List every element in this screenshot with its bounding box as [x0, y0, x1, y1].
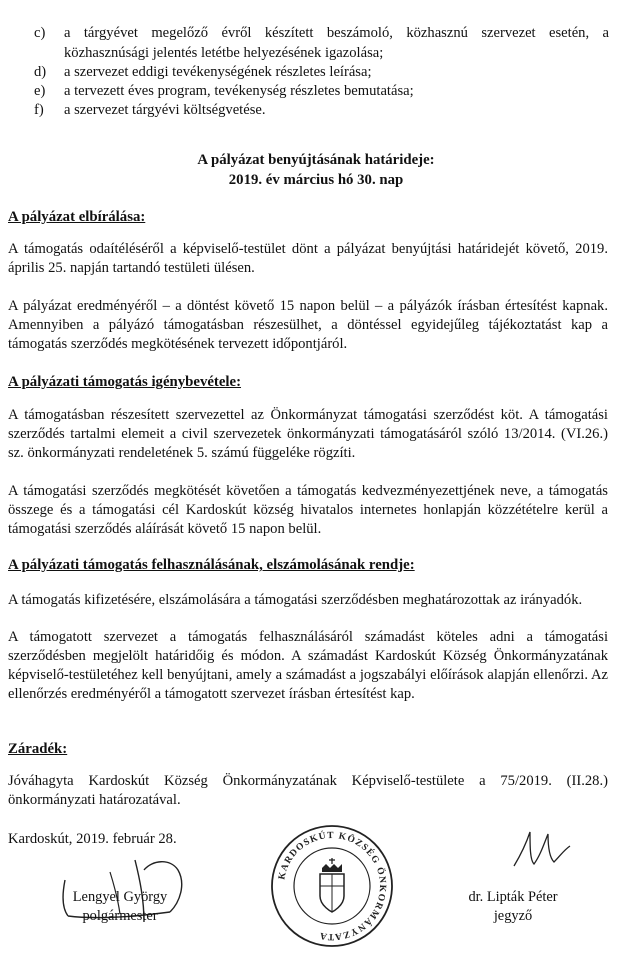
paragraph: A támogatási szerződés megkötését követően a támogatás kedvezményezettjének neve, a támogatás összege és a támogatási cél Kardoskút község hivatalos internetes honlapján közzétételre kerül a támogatási szerződés aláírását követő 15 napon belül. [8, 483, 608, 537]
section-heading-felhasznalas: A pályázati támogatás felhasználásának, elszámolásának rendje: [8, 557, 415, 573]
signatory-right-name: dr. Lipták Péter [468, 889, 558, 905]
seal-text: KARDOSKÚT KÖZSÉG ÖNKORMÁNYZATA [277, 830, 388, 942]
paragraph: A támogatásban részesített szervezettel az Önkormányzat támogatási szerződést köt. A támogatási szerződés tartalmi elemeit a civil szervezetek önkormányzati támogatásáról szóló 13/2014. (VI.26.) sz. önkormányzati rendeletének 5. számú függeléke rögzíti. [8, 407, 608, 461]
signatory-left-name: Lengyel György [72, 889, 168, 905]
list-item-label: c) [34, 25, 46, 41]
paragraph: Jóváhagyta Kardoskút Község Önkormányzatának Képviselő-testülete a 75/2019. (II.28.) önkormányzati határozatával. [8, 773, 608, 808]
coat-of-arms-icon [320, 858, 344, 912]
deadline-line-2: 2019. év március hó 30. nap [228, 172, 404, 188]
section-heading-igenybevetel: A pályázati támogatás igénybevétele: [8, 374, 242, 390]
signatory-right-title: jegyző [493, 908, 533, 924]
paragraph: A támogatás kifizetésére, elszámolására a támogatási szerződésben meghatározottak az irányadók. [8, 592, 583, 608]
section-heading-elbiralas: A pályázat elbírálása: [8, 209, 146, 225]
list-item-label: e) [34, 83, 46, 99]
official-seal [270, 824, 394, 948]
list-item-d [34, 63, 609, 83]
list-item-text: a tárgyévet megelőző évről készített beszámoló, közhasznú szervezet esetén, a közhasznúsági jelentés letétbe helyezésének igazolása; [64, 25, 609, 61]
list-item-text: a tervezett éves program, tevékenység részletes bemutatása; [64, 83, 414, 99]
list-item-text: a szervezet eddigi tevékenységének részletes leírása; [64, 64, 372, 80]
signature-right [500, 826, 580, 876]
paragraph: A pályázat eredményéről – a döntést követő 15 napon belül – a pályázók írásban értesítést kapnak. Amennyiben a pályázó támogatásban részesülhet, a döntéssel egyidejűleg tájékoztatást kap a támogatás szerződés megkötésének tervezett időpontjáról. [8, 298, 608, 352]
list-item-c [34, 24, 609, 63]
section-heading-zaradek: Záradék: [8, 741, 68, 757]
paragraph: A támogatás odaítéléséről a képviselő-testület dönt a pályázat benyújtási határidejét követő, 2019. április 25. napján tartandó testületi ülésen. [8, 241, 608, 276]
list-item-text: a szervezet tárgyévi költségvetése. [64, 102, 266, 118]
deadline-line-1: A pályázat benyújtásának határideje: [197, 152, 435, 168]
paragraph: A támogatott szervezet a támogatás felhasználásáról számadást köteles adni a támogatási szerződésben megjelölt határidőig és módon. A számadást Kardoskút Község Önkormányzatának képviselő-testületéhez kell benyújtani, amely a számadást a jogszabályi előírások alapján ellenőrzi. Az ellenőrzés eredményéről a támogatott szervezet írásban értesítést kap. [8, 629, 608, 702]
list-item-label: f) [34, 102, 44, 118]
list-item-label: d) [34, 64, 47, 80]
list-item-f [34, 101, 609, 121]
place-date: Kardoskút, 2019. február 28. [8, 831, 177, 847]
signatory-left-title: polgármester [82, 908, 158, 924]
list-item-e [34, 82, 609, 102]
